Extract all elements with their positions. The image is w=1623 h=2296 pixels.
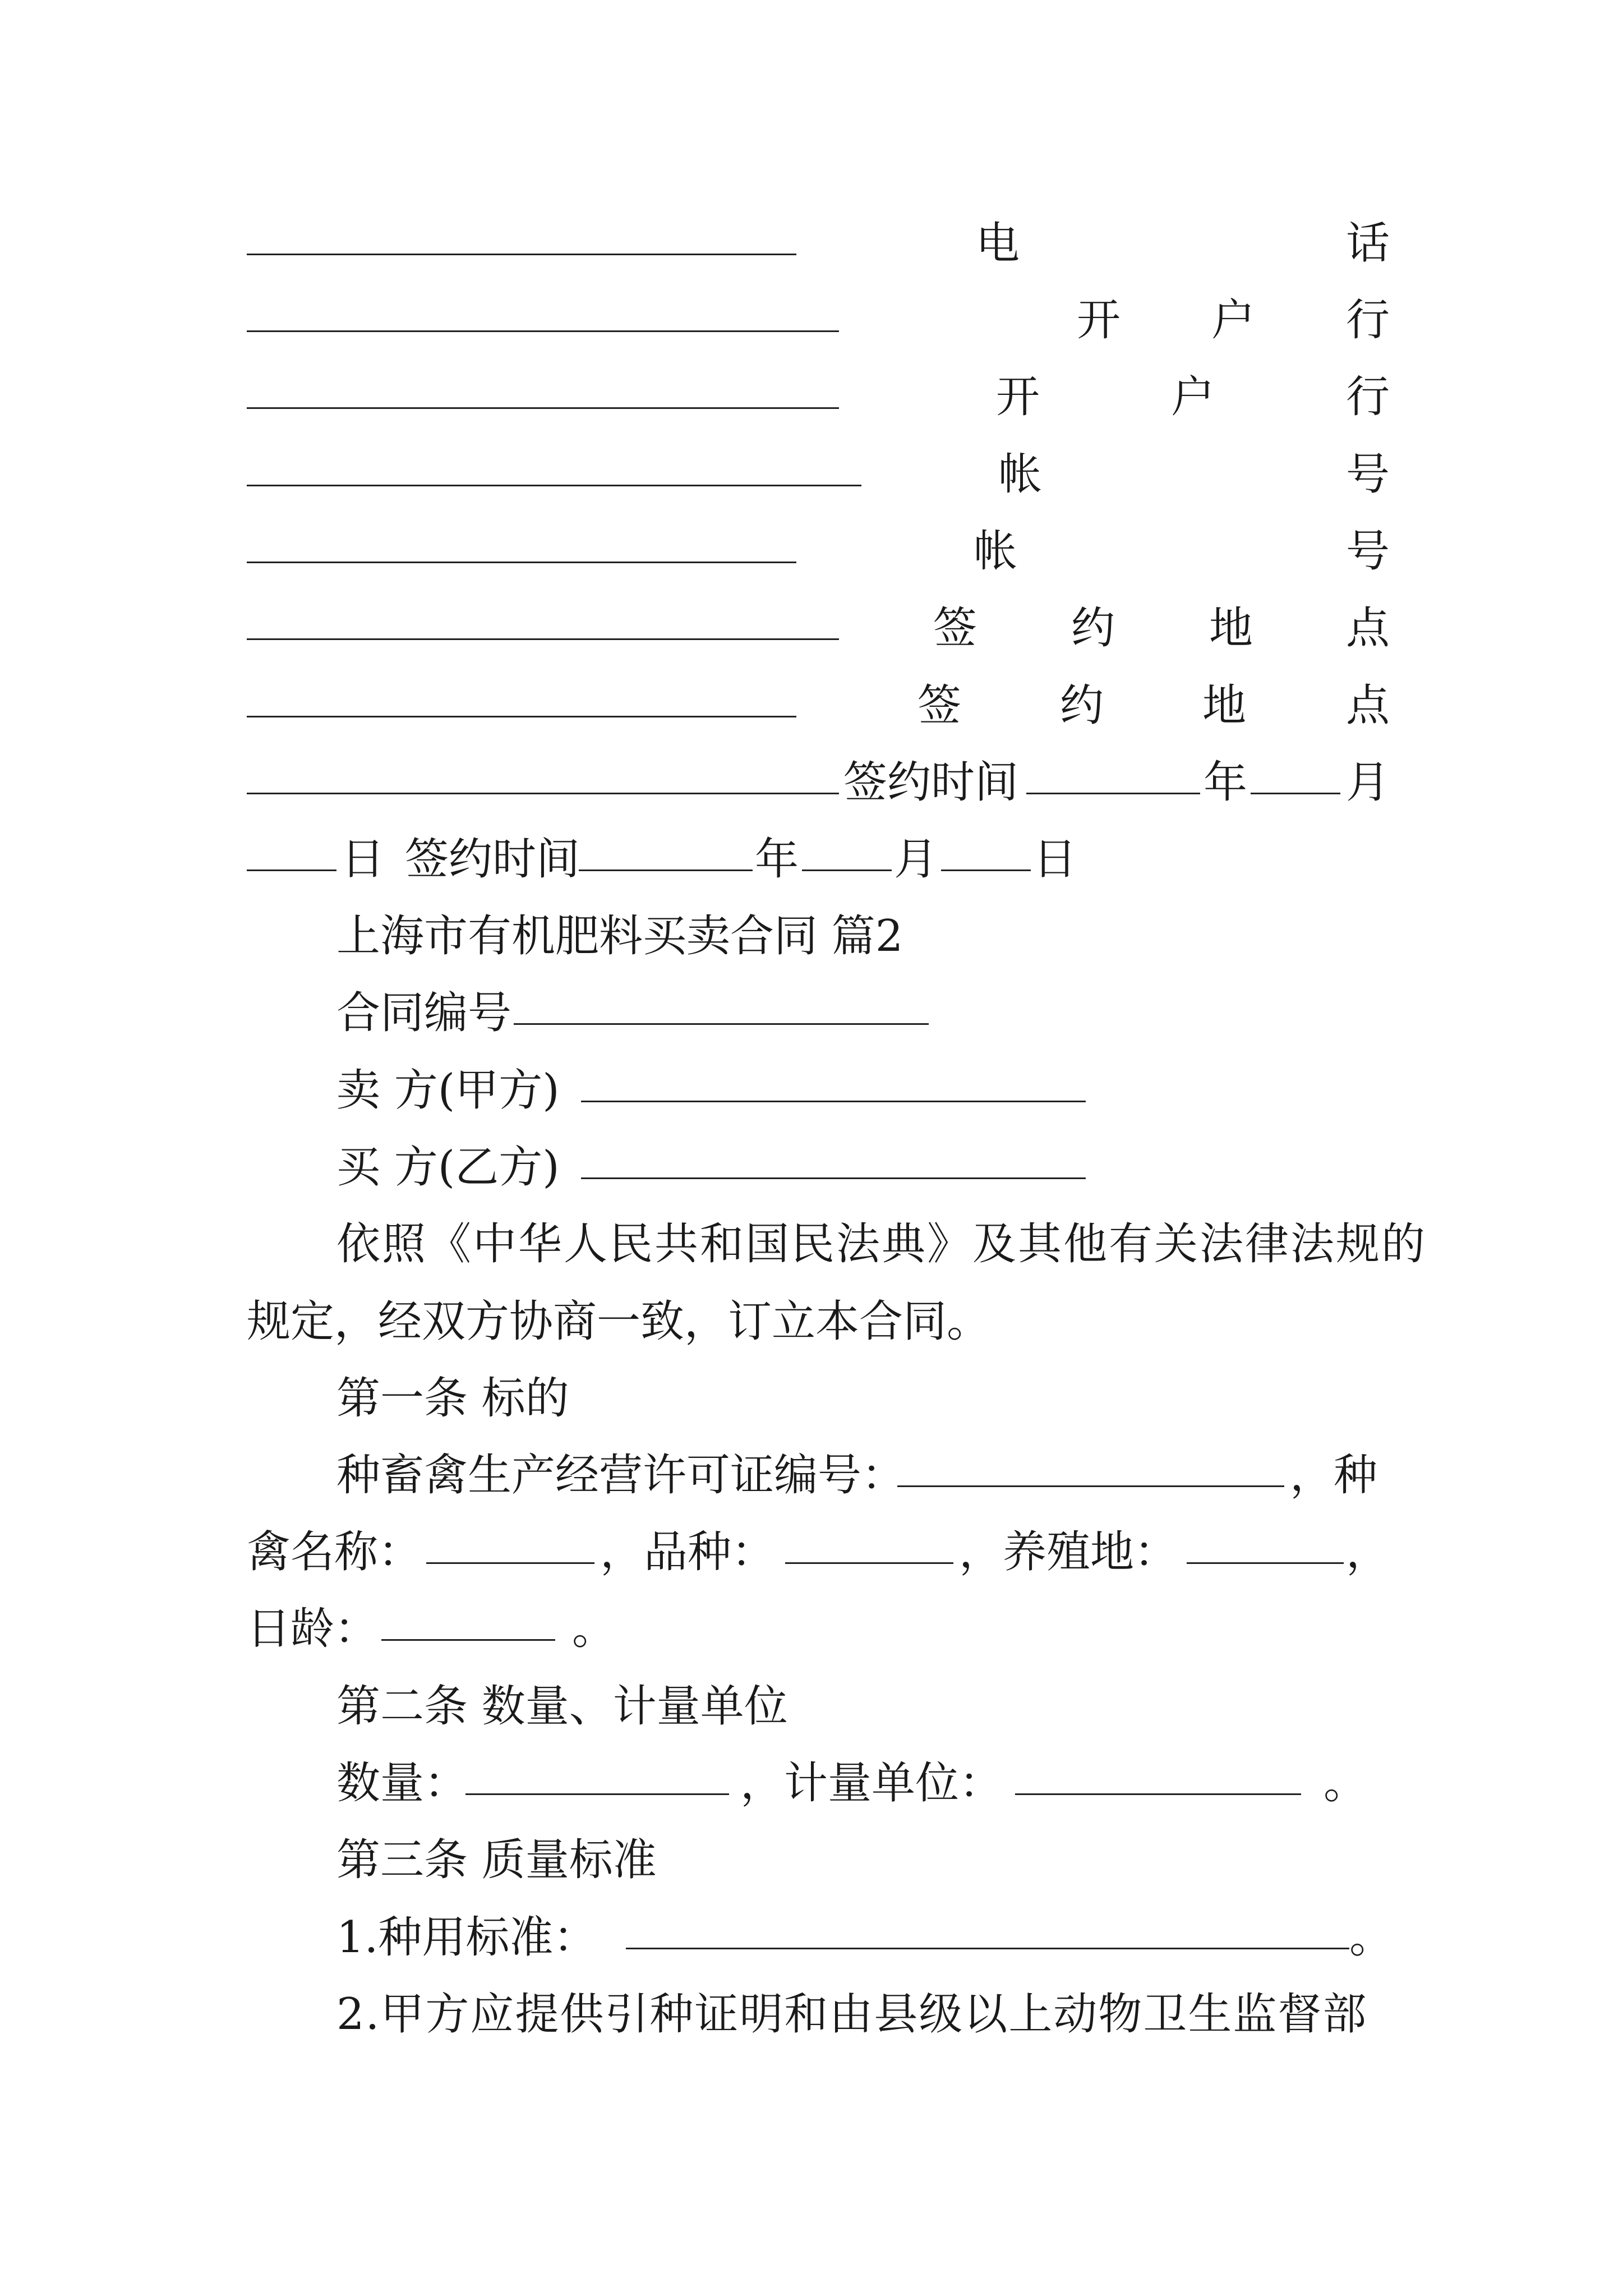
poultry-row (247, 1514, 1391, 1590)
sign-time-row-2 (247, 821, 1391, 898)
blank-line (1187, 1514, 1344, 1564)
blank-line (465, 1745, 729, 1795)
blank-line (247, 744, 839, 794)
blank-line (247, 436, 861, 486)
blank-line (897, 1437, 1284, 1487)
row-char: 开 (1077, 295, 1121, 346)
row-char: 地 (1209, 603, 1253, 654)
blank-line (1015, 1745, 1301, 1795)
buyer-row (247, 1129, 1391, 1205)
month-label: 月 (894, 834, 938, 885)
blank-line (802, 821, 892, 871)
day-label: 日 (1033, 834, 1077, 885)
day-label: 日 (341, 834, 385, 885)
blank-line (381, 1591, 555, 1641)
breed-label: ，品种： (600, 1527, 776, 1577)
blank-line (247, 821, 336, 871)
row-char: 行 (1346, 295, 1390, 346)
blank-line (581, 1129, 1086, 1179)
row-char: 话 (1346, 218, 1390, 269)
intro-line-1: 依照《中华人民共和国民法典》及其他有关法律法规的 (336, 1219, 1427, 1269)
sign-time-row (247, 744, 1391, 821)
place-row (247, 590, 1391, 666)
contract-no-label: 合同编号 (336, 988, 512, 1038)
bank-row (247, 282, 1391, 358)
blank-line (579, 821, 753, 871)
unit-label: ，计量单位： (740, 1758, 1003, 1809)
item-1-label: 1.种用标准： (336, 1912, 597, 1963)
period: 。 (572, 1604, 616, 1654)
article-1-title: 第一条 标的 (336, 1373, 569, 1424)
quantity-row (247, 1745, 1391, 1821)
poultry-name-label: 禽名称： (247, 1527, 422, 1577)
row-char: 号 (1346, 449, 1390, 500)
farm-label: ，养殖地： (959, 1527, 1178, 1577)
seller-row (247, 1052, 1391, 1129)
license-label: 种畜禽生产经营许可证编号： (336, 1450, 906, 1501)
account-row (247, 436, 1391, 513)
license-row (247, 1437, 1391, 1513)
sign-time-label: 签约时间 (843, 757, 1019, 808)
blank-line (1251, 744, 1340, 794)
period: 。 (1349, 1912, 1394, 1963)
row-char: 约 (1060, 680, 1104, 731)
blank-line (247, 668, 796, 717)
period: 。 (1324, 1758, 1368, 1809)
license-tail: ，种 (1290, 1450, 1378, 1501)
blank-line (247, 513, 796, 563)
age-row (247, 1591, 1391, 1667)
account-row (247, 513, 1391, 590)
row-char: 号 (1346, 526, 1390, 577)
row-char: 地 (1202, 680, 1247, 731)
year-label: 年 (755, 834, 799, 885)
contract-title: 上海市有机肥料买卖合同 篇2 (336, 911, 903, 961)
place-row (247, 668, 1391, 744)
quantity-label: 数量： (336, 1758, 468, 1809)
blank-line (426, 1514, 594, 1564)
month-label: 月 (1346, 757, 1390, 808)
bank-row (247, 359, 1391, 435)
year-label: 年 (1204, 757, 1248, 808)
phone-row (247, 205, 1391, 282)
seller-label: 卖 方(甲方) (336, 1065, 560, 1116)
row-char: 点 (1346, 603, 1390, 654)
item-1-row (247, 1899, 1394, 1976)
blank-line (247, 359, 839, 409)
blank-line (581, 1052, 1086, 1102)
contract-no-row (247, 975, 1391, 1051)
row-char: 电 (976, 218, 1020, 269)
blank-line (626, 1899, 1349, 1949)
article-3-title: 第三条 质量标准 (336, 1835, 657, 1885)
sign-time-label: 签约时间 (405, 834, 580, 885)
comma: ， (1346, 1527, 1390, 1577)
buyer-label: 买 方(乙方) (336, 1142, 560, 1193)
blank-line (514, 975, 929, 1025)
row-char: 帐 (998, 449, 1043, 500)
row-char: 签 (933, 603, 978, 654)
blank-line (247, 590, 839, 640)
row-char: 帐 (974, 526, 1018, 577)
row-char: 约 (1071, 603, 1115, 654)
row-char: 点 (1346, 680, 1390, 731)
blank-line (247, 205, 796, 255)
intro-line-2: 规定，经双方协商一致，订立本合同。 (247, 1296, 991, 1347)
blank-line (785, 1514, 953, 1564)
blank-line (247, 282, 839, 332)
row-char: 行 (1346, 372, 1390, 422)
article-2-title: 第二条 数量、计量单位 (336, 1681, 788, 1732)
row-char: 户 (1171, 372, 1215, 422)
row-char: 户 (1211, 295, 1256, 346)
blank-line (1026, 744, 1200, 794)
blank-line (941, 821, 1031, 871)
row-char: 开 (996, 372, 1040, 422)
row-char: 签 (917, 680, 962, 731)
item-2-text: 2.甲方应提供引种证明和由县级以上动物卫生监督部 (336, 1989, 1368, 2040)
age-label: 日龄： (247, 1604, 379, 1654)
